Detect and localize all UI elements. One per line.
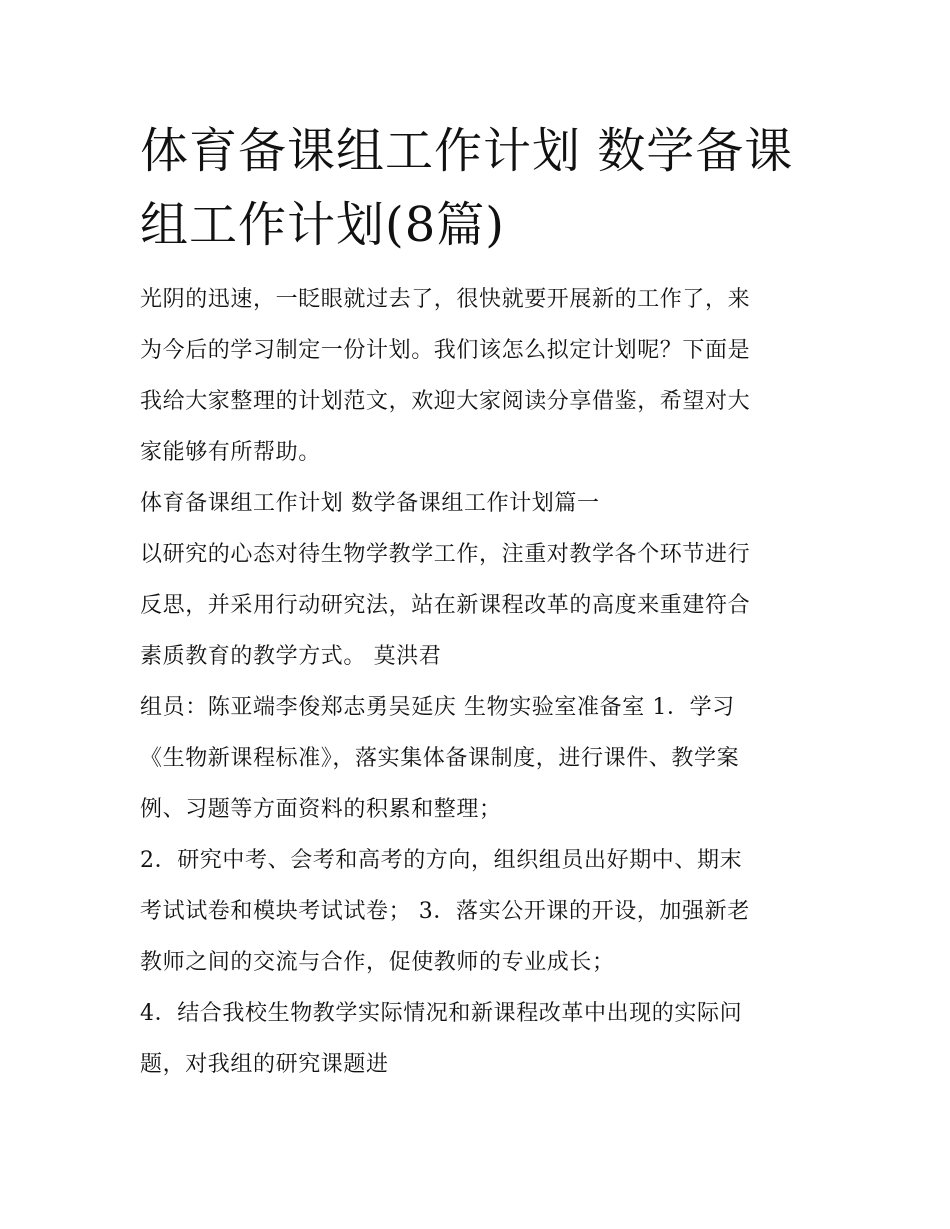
paragraph-line: 《生物新课程标准》，落实集体备课制度，进行课件、教学案 [140, 746, 740, 771]
paragraph-line: 2．研究中考、会考和高考的方向，组织组员出好期中、期末 [140, 848, 743, 873]
paragraph-line: 4．结合我校生物教学实际情况和新课程改革中出现的实际问 [140, 1001, 743, 1026]
paragraph-line: 反思，并采用行动研究法，站在新课程改革的高度来重建符合 [140, 593, 751, 618]
paragraph-line: 教师之间的交流与合作，促使教师的专业成长； [140, 950, 615, 975]
title-line: 组工作计划(8篇) [140, 197, 505, 253]
paragraph-line: 题，对我组的研究课题进 [140, 1052, 389, 1077]
paragraph-line: 考试试卷和模块考试试卷； 3．落实公开课的开设，加强新老 [140, 899, 750, 924]
paragraph-line: 家能够有所帮助。 [140, 440, 321, 465]
paragraph-line: 光阴的迅速，一眨眼就过去了，很快就要开展新的工作了，来 [140, 287, 751, 312]
paragraph-line: 我给大家整理的计划范文，欢迎大家阅读分享借鉴，希望对大 [140, 389, 751, 414]
paragraph-line: 以研究的心态对待生物学教学工作，注重对教学各个环节进行 [140, 542, 751, 567]
title-line: 体育备课组工作计划 数学备课 [140, 123, 794, 179]
paragraph-line: 为今后的学习制定一份计划。我们该怎么拟定计划呢？下面是 [140, 338, 751, 363]
paragraph-line: 例、习题等方面资料的积累和整理； [140, 797, 502, 822]
paragraph-line: 组员：陈亚端李俊郑志勇吴延庆 生物实验室准备室 1．学习 [140, 695, 735, 720]
page-title [140, 114, 840, 262]
paragraph-line: 素质教育的教学方式。 莫洪君 [140, 644, 442, 669]
section-heading: 体育备课组工作计划 数学备课组工作计划篇一 [140, 491, 600, 516]
